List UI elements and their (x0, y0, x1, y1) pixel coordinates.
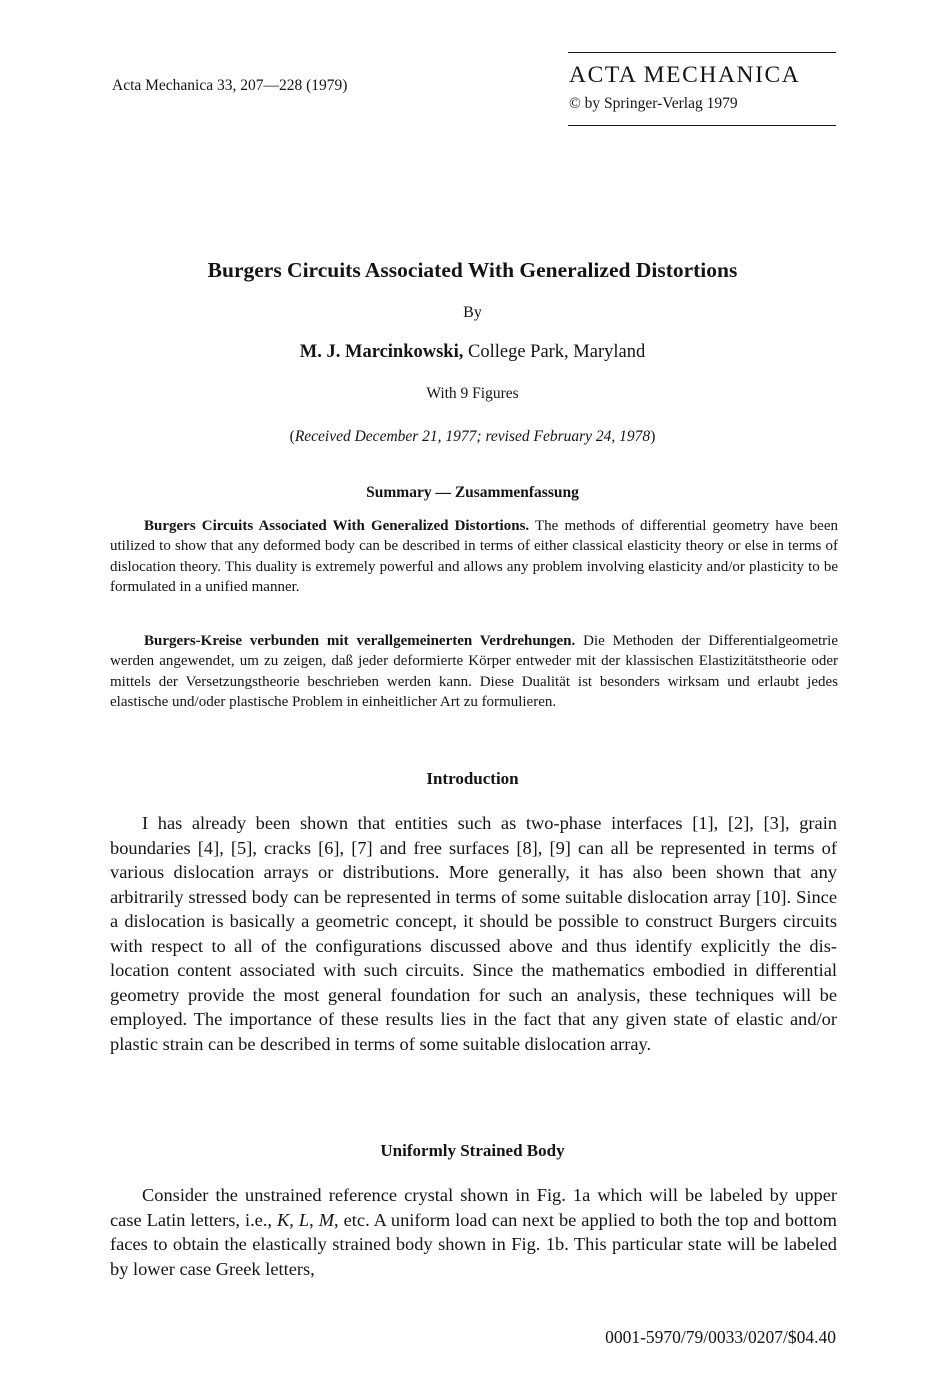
figure-count: With 9 Figures (426, 385, 519, 402)
journal-masthead (568, 52, 836, 126)
received-text: Received December 21, 1977; revised February 24, 1978 (294, 428, 651, 445)
received-close-paren: ) (650, 428, 656, 445)
author-location: College Park, Maryland (467, 342, 646, 362)
separator-2: , (309, 1209, 319, 1230)
abstract-german-text: Die Methoden der Differentialgeometrie werden angewendet, um zu zeigen, daß jeder deformierte Körper entweder mit der klassischen Elastizitätstheorie oder mittels der Versetzungstheorie beschrieben werden kann. Diese Dualität ist besonders wirksam und erlaubt jedes elastische und/oder plastische Problem in einheitlicher Art zu formulieren. (110, 633, 838, 711)
summary-heading: Summary — Zusammenfassung (366, 484, 579, 501)
copyright-notice: © by Springer-Verlag 1979 (569, 95, 738, 112)
by-line: By (463, 304, 482, 321)
uniform-text-part-1: Consider the unstrained reference crystal shown in Fig. 1a which will be labeled by upper case Latin letters, i.e., (110, 1185, 837, 1230)
introduction-heading: Introduction (426, 769, 519, 788)
variable-m: M (318, 1209, 335, 1230)
abstract-german-title: Burgers-Kreise verbunden mit verallgemeinerten Verdrehungen. (144, 633, 576, 649)
uniform-strain-heading: Uniformly Strained Body (380, 1141, 565, 1160)
variable-k: K (277, 1209, 290, 1230)
journal-citation: Acta Mechanica 33, 207—228 (1979) (112, 77, 348, 94)
introduction-paragraph: I has already been shown that entities such as two-phase interfaces [1], [2], [3], grain boundaries [4], [5], cracks [6], [7] and free surfaces [8], [9] can all be represented in terms of various dislocation arrays or distributions. More generally, it has also been shown that any arbitrarily stressed body can be represented in terms of some suitable dislocation array [10]. Since a dislocation is basically a geometric concept, it should be possible to construct Burgers circuits with respect to all of the configurations discussed above and thus identify explicitly the dis-location content associated with such circuits. Since the mathematics embodied in differential geometry provide the most general foundation for such an analysis, these techniques will be employed. The importance of these results lies in the fact that any given state of elastic and/or plastic strain can be described in terms of some suitable dislocation array. (110, 813, 837, 1054)
abstract-english-title: Burgers Circuits Associated With Generalized Distortions. (144, 518, 530, 534)
abstract-german (110, 631, 838, 713)
abstract-english (110, 516, 838, 598)
footer-code: 0001-5970/79/0033/0207/$04.40 (605, 1327, 836, 1347)
article-title: Burgers Circuits Associated With Generalized Distortions (207, 258, 738, 282)
variable-l: L (298, 1209, 310, 1230)
journal-name: ACTA MECHANICA (569, 62, 801, 88)
uniform-strain-paragraph (110, 1183, 837, 1281)
received-dates (0, 428, 945, 446)
uniform-text-part-2: , etc. A uniform load can next be applied to both the top and bottom faces to obtain the elastically strained body shown in Fig. 1b. This particular state will be labeled by lower case Greek letters, (110, 1209, 837, 1279)
separator-1: , (289, 1209, 299, 1230)
author-name: M. J. Marcinkowski, (299, 342, 464, 362)
received-open-paren: ( (289, 428, 295, 445)
author-line (0, 342, 945, 363)
abstract-english-text: The methods of differential geometry have been utilized to show that any deformed body can be described in terms of either classical elasticity theory or else in terms of dislocation theory. This duality is extremely powerful and allows any problem involving elasticity and/or plasticity to be formulated in a unified manner. (110, 518, 838, 596)
